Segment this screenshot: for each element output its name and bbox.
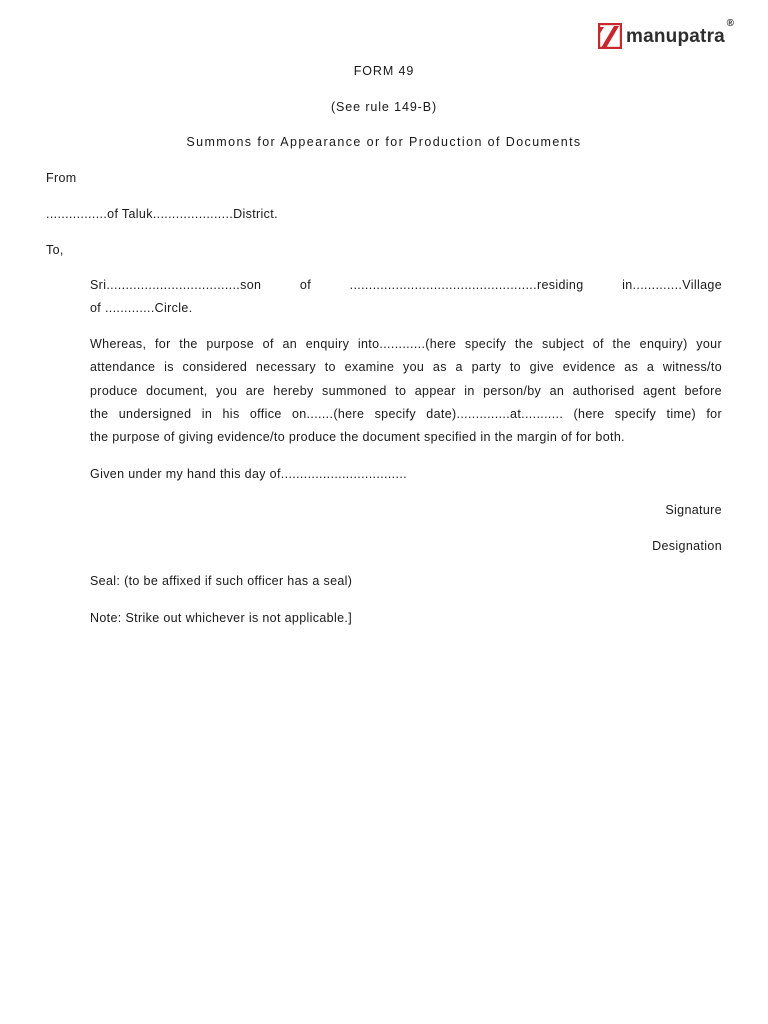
strike-note: Note: Strike out whichever is not applicable.] [90,611,353,625]
paragraph-line: the purpose of giving evidence/to produce the document specified in the margin of for both. [90,430,625,445]
designation-label: Designation [652,539,722,553]
summons-paragraph [90,333,722,449]
paragraph-line: the undersigned in his office on.......(here specify date)..............at........... (here specify time) for [90,406,722,421]
from-label: From [46,171,77,185]
recipient-line-1: Sri...................................son of .................................................residing in.............Village [90,278,722,292]
form-number: FORM 49 [353,64,415,78]
given-under-line: Given under my hand this day of................................. [90,467,407,481]
recipient-block [90,274,722,321]
signature-label: Signature [665,503,722,517]
recipient-line-2: of .............Circle. [90,301,193,316]
paragraph-line: produce document, you are hereby summoned to appear in person/by an authorised agent before [90,383,722,398]
paragraph-line: Whereas, for the purpose of an enquiry into............(here specify the subject of the enquiry) your [90,337,722,351]
manupatra-logo [598,18,734,52]
form-subtitle: Summons for Appearance or for Production of Documents [186,135,582,149]
manupatra-logo-icon [598,23,622,49]
paragraph-line: attendance is considered necessary to examine you as a party to give evidence as a witness/to [90,360,722,375]
seal-note: Seal: (to be affixed if such officer has a seal) [90,574,353,588]
rule-reference: (See rule 149-B) [330,100,438,114]
to-label: To, [46,243,64,257]
brand-name: manupatra [626,26,725,47]
from-address-line: ................of Taluk.....................District. [46,207,278,221]
registered-mark: ® [726,18,734,29]
